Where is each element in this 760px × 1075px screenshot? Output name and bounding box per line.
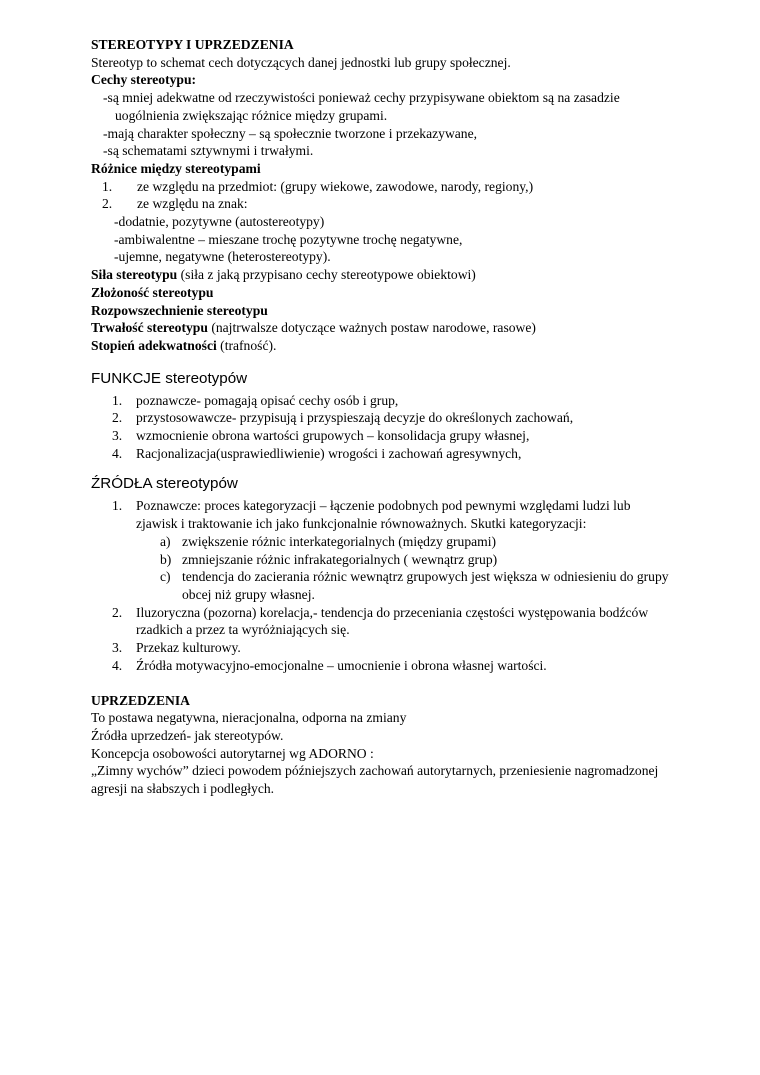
list-number: 4.	[112, 445, 123, 461]
wymiar-line	[91, 266, 736, 284]
roznice-item	[91, 178, 736, 196]
list-number: 2.	[112, 410, 123, 426]
funkcje-heading: FUNKCJE stereotypów	[91, 369, 248, 387]
list-text: wzmocnienie obrona wartości grupowych – konsolidacja grupy własnej,	[136, 428, 530, 444]
list-text: Poznawcze: proces kategoryzacji – łączenie podobnych pod pewnymi względami ludzi lub	[136, 498, 631, 514]
uprzedzenia-line: „Zimny wychów” dzieci powodem późniejszych zachowań autorytarnych, przeniesienie nagromadzonej	[91, 763, 659, 779]
roznice-sub-item: -dodatnie, pozytywne (autostereotypy)	[114, 214, 325, 230]
roznice-sub-item: -ujemne, negatywne (heterostereotypy).	[114, 249, 331, 265]
funkcje-list	[91, 392, 736, 463]
wymiar-line	[91, 284, 736, 302]
list-text: Racjonalizacja(usprawiedliwienie) wrogości i zachowań agresywnych,	[136, 445, 522, 461]
cechy-line-1-cont: uogólnienia zwiększając różnice między grupami.	[115, 107, 388, 123]
uprzedzenia-line: To postawa negatywna, nieracjonalna, odporna na zmiany	[91, 710, 407, 726]
list-text-cont: zjawisk i traktowanie ich jako funkcjonalnie równoważnych. Skutki kategoryzacji:	[136, 516, 587, 532]
list-number: 1.	[102, 178, 113, 194]
wymiar-note: (trafność).	[216, 337, 277, 353]
uprzedzenia-line: Źródła uprzedzeń- jak stereotypów.	[91, 727, 284, 743]
cechy-line-2: -mają charakter społeczny – są społecznie tworzone i przekazywane,	[103, 125, 478, 141]
sub-list-item	[91, 533, 736, 551]
list-text: ze względu na przedmiot: (grupy wiekowe, zawodowe, narody, regiony,)	[137, 178, 534, 194]
sub-list-letter: a)	[160, 533, 171, 549]
list-item	[91, 604, 736, 639]
sub-list-text: zmniejszanie różnic infrakategorialnych ( wewnątrz grup)	[182, 551, 498, 567]
sub-list-text: tendencja do zacierania różnic wewnątrz grupowych jest większa w odniesieniu do grupy	[182, 569, 669, 585]
list-item	[91, 445, 736, 463]
list-text: Przekaz kulturowy.	[136, 640, 241, 656]
wymiar-note: (najtrwalsze dotyczące ważnych postaw narodowe, rasowe)	[207, 320, 536, 336]
cechy-line-1: -są mniej adekwatne od rzeczywistości ponieważ cechy przypisywane obiektom są na zasadzie	[103, 90, 620, 106]
list-number: 1.	[112, 498, 123, 514]
list-item	[91, 497, 736, 532]
list-item	[91, 639, 736, 657]
wymiar-term: Siła stereotypu	[91, 267, 178, 283]
uprzedzenia-line: agresji na słabszych i podległych.	[91, 781, 275, 797]
wymiar-term: Rozpowszechnienie stereotypu	[91, 302, 268, 318]
list-text: Źródła motywacyjno-emocjonalne – umocnienie i obrona własnej wartości.	[136, 657, 547, 673]
wymiar-line	[91, 319, 736, 337]
wymiar-term: Trwałość stereotypu	[91, 320, 208, 336]
list-text-cont: rzadkich a przez ta wyróżniających się.	[136, 622, 350, 638]
list-item	[91, 409, 736, 427]
list-text: przystosowawcze- przypisują i przyspieszają decyzje do określonych zachowań,	[136, 410, 574, 426]
roznice-sub-item: -ambiwalentne – mieszane trochę pozytywne trochę negatywne,	[114, 231, 463, 247]
list-number: 2.	[112, 604, 123, 620]
sub-list-item	[91, 551, 736, 569]
list-item	[91, 392, 736, 410]
spacer	[91, 675, 736, 692]
sub-list-letter: b)	[160, 551, 172, 567]
list-item	[91, 657, 736, 675]
stereotype-definition: Stereotyp to schemat cech dotyczących danej jednostki lub grupy społecznej.	[91, 54, 511, 70]
list-text: poznawcze- pomagają opisać cechy osób i grup,	[136, 392, 399, 408]
list-number: 4.	[112, 657, 123, 673]
uprzedzenia-heading: UPRZEDZENIA	[91, 692, 190, 708]
wymiar-term: Złożoność stereotypu	[91, 284, 214, 300]
cechy-line-3: -są schematami sztywnymi i trwałymi.	[103, 143, 314, 159]
uprzedzenia-line: Koncepcja osobowości autorytarnej wg ADORNO :	[91, 745, 374, 761]
list-number: 1.	[112, 392, 123, 408]
document-title: STEREOTYPY I UPRZEDZENIA	[91, 37, 294, 52]
wymiar-note: (siła z jaką przypisano cechy stereotypowe obiektowi)	[177, 267, 476, 283]
sub-list-letter: c)	[160, 569, 171, 585]
zrodla-list	[91, 497, 736, 674]
wymiar-term: Stopień adekwatności	[91, 337, 217, 353]
document-body	[91, 36, 736, 798]
list-item	[91, 427, 736, 445]
roznice-heading: Różnice między stereotypami	[91, 160, 261, 176]
roznice-item	[91, 195, 736, 213]
list-text: ze względu na znak:	[137, 196, 248, 212]
list-number: 2.	[102, 196, 113, 212]
cechy-heading: Cechy stereotypu:	[91, 72, 197, 88]
sub-list-text: zwiększenie różnic interkategorialnych (między grupami)	[182, 533, 497, 549]
wymiar-line	[91, 302, 736, 320]
list-text: Iluzoryczna (pozorna) korelacja,- tendencja do przeceniania częstości występowania bodźców	[136, 604, 649, 620]
zrodla-heading: ŹRÓDŁA stereotypów	[91, 475, 238, 493]
list-number: 3.	[112, 640, 123, 656]
sub-list-text-cont: obcej niż grupy własnej.	[182, 586, 315, 602]
sub-list-item	[91, 568, 736, 603]
wymiar-line	[91, 337, 736, 355]
list-number: 3.	[112, 428, 123, 444]
